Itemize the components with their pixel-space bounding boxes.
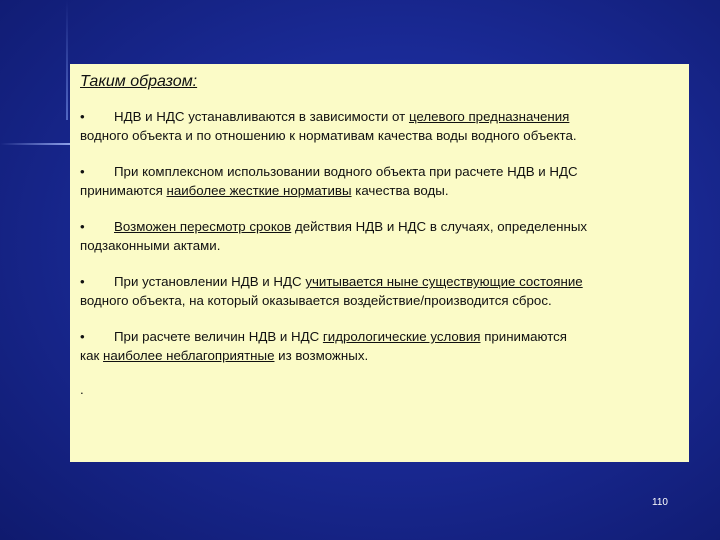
trailing-dot: . xyxy=(80,382,84,397)
p3-text-b: подзаконными актами. xyxy=(80,238,221,253)
slide-title: Таким образом: xyxy=(80,73,198,90)
p1-text-a: НДВ и НДС устанавливаются в зависимости от xyxy=(114,109,409,124)
bullet: • xyxy=(80,164,85,179)
p5-text-b: принимаются xyxy=(480,329,567,344)
paragraph-2 xyxy=(80,162,683,200)
p3-text-a: действия НДВ и НДС в случаях, определенных xyxy=(291,219,588,234)
p5-underline-1: гидрологические условия xyxy=(322,329,481,344)
p2-text-b: принимаются xyxy=(80,183,167,198)
p3-underline-1: Возможен пересмотр сроков xyxy=(114,219,292,234)
p5-underline-2: наиболее неблагоприятные xyxy=(103,348,275,363)
p1-text-b: водного объекта и по отношению к нормативам качества воды водного объекта. xyxy=(80,128,577,143)
p4-underline-1: учитывается ныне существующие состояние xyxy=(305,274,583,289)
paragraph-1 xyxy=(80,107,683,145)
bullet: • xyxy=(80,219,85,234)
paragraph-5 xyxy=(80,327,683,365)
p4-text-a: При установлении НДВ и НДС xyxy=(114,274,306,289)
p2-text-a: При комплексном использовании водного объекта при расчете НДВ и НДС xyxy=(114,164,578,179)
content-panel xyxy=(70,64,689,462)
bullet: • xyxy=(80,329,85,344)
p5-text-c: как xyxy=(80,348,104,363)
p5-text-d: из возможных. xyxy=(274,348,369,363)
bullet: • xyxy=(80,274,85,289)
page-number: 110 xyxy=(652,497,668,508)
p2-underline-1: наиболее жесткие нормативы xyxy=(166,183,352,198)
paragraph-4 xyxy=(80,272,683,310)
paragraph-3 xyxy=(80,217,683,255)
bullet: • xyxy=(80,109,85,124)
p1-underline-1: целевого предназначения xyxy=(408,109,570,124)
p4-text-b: водного объекта, на который оказывается воздействие/производится сброс. xyxy=(80,293,552,308)
p2-text-c: качества воды. xyxy=(351,183,449,198)
decorative-vertical-line xyxy=(66,0,68,120)
p5-text-a: При расчете величин НДВ и НДС xyxy=(114,329,323,344)
